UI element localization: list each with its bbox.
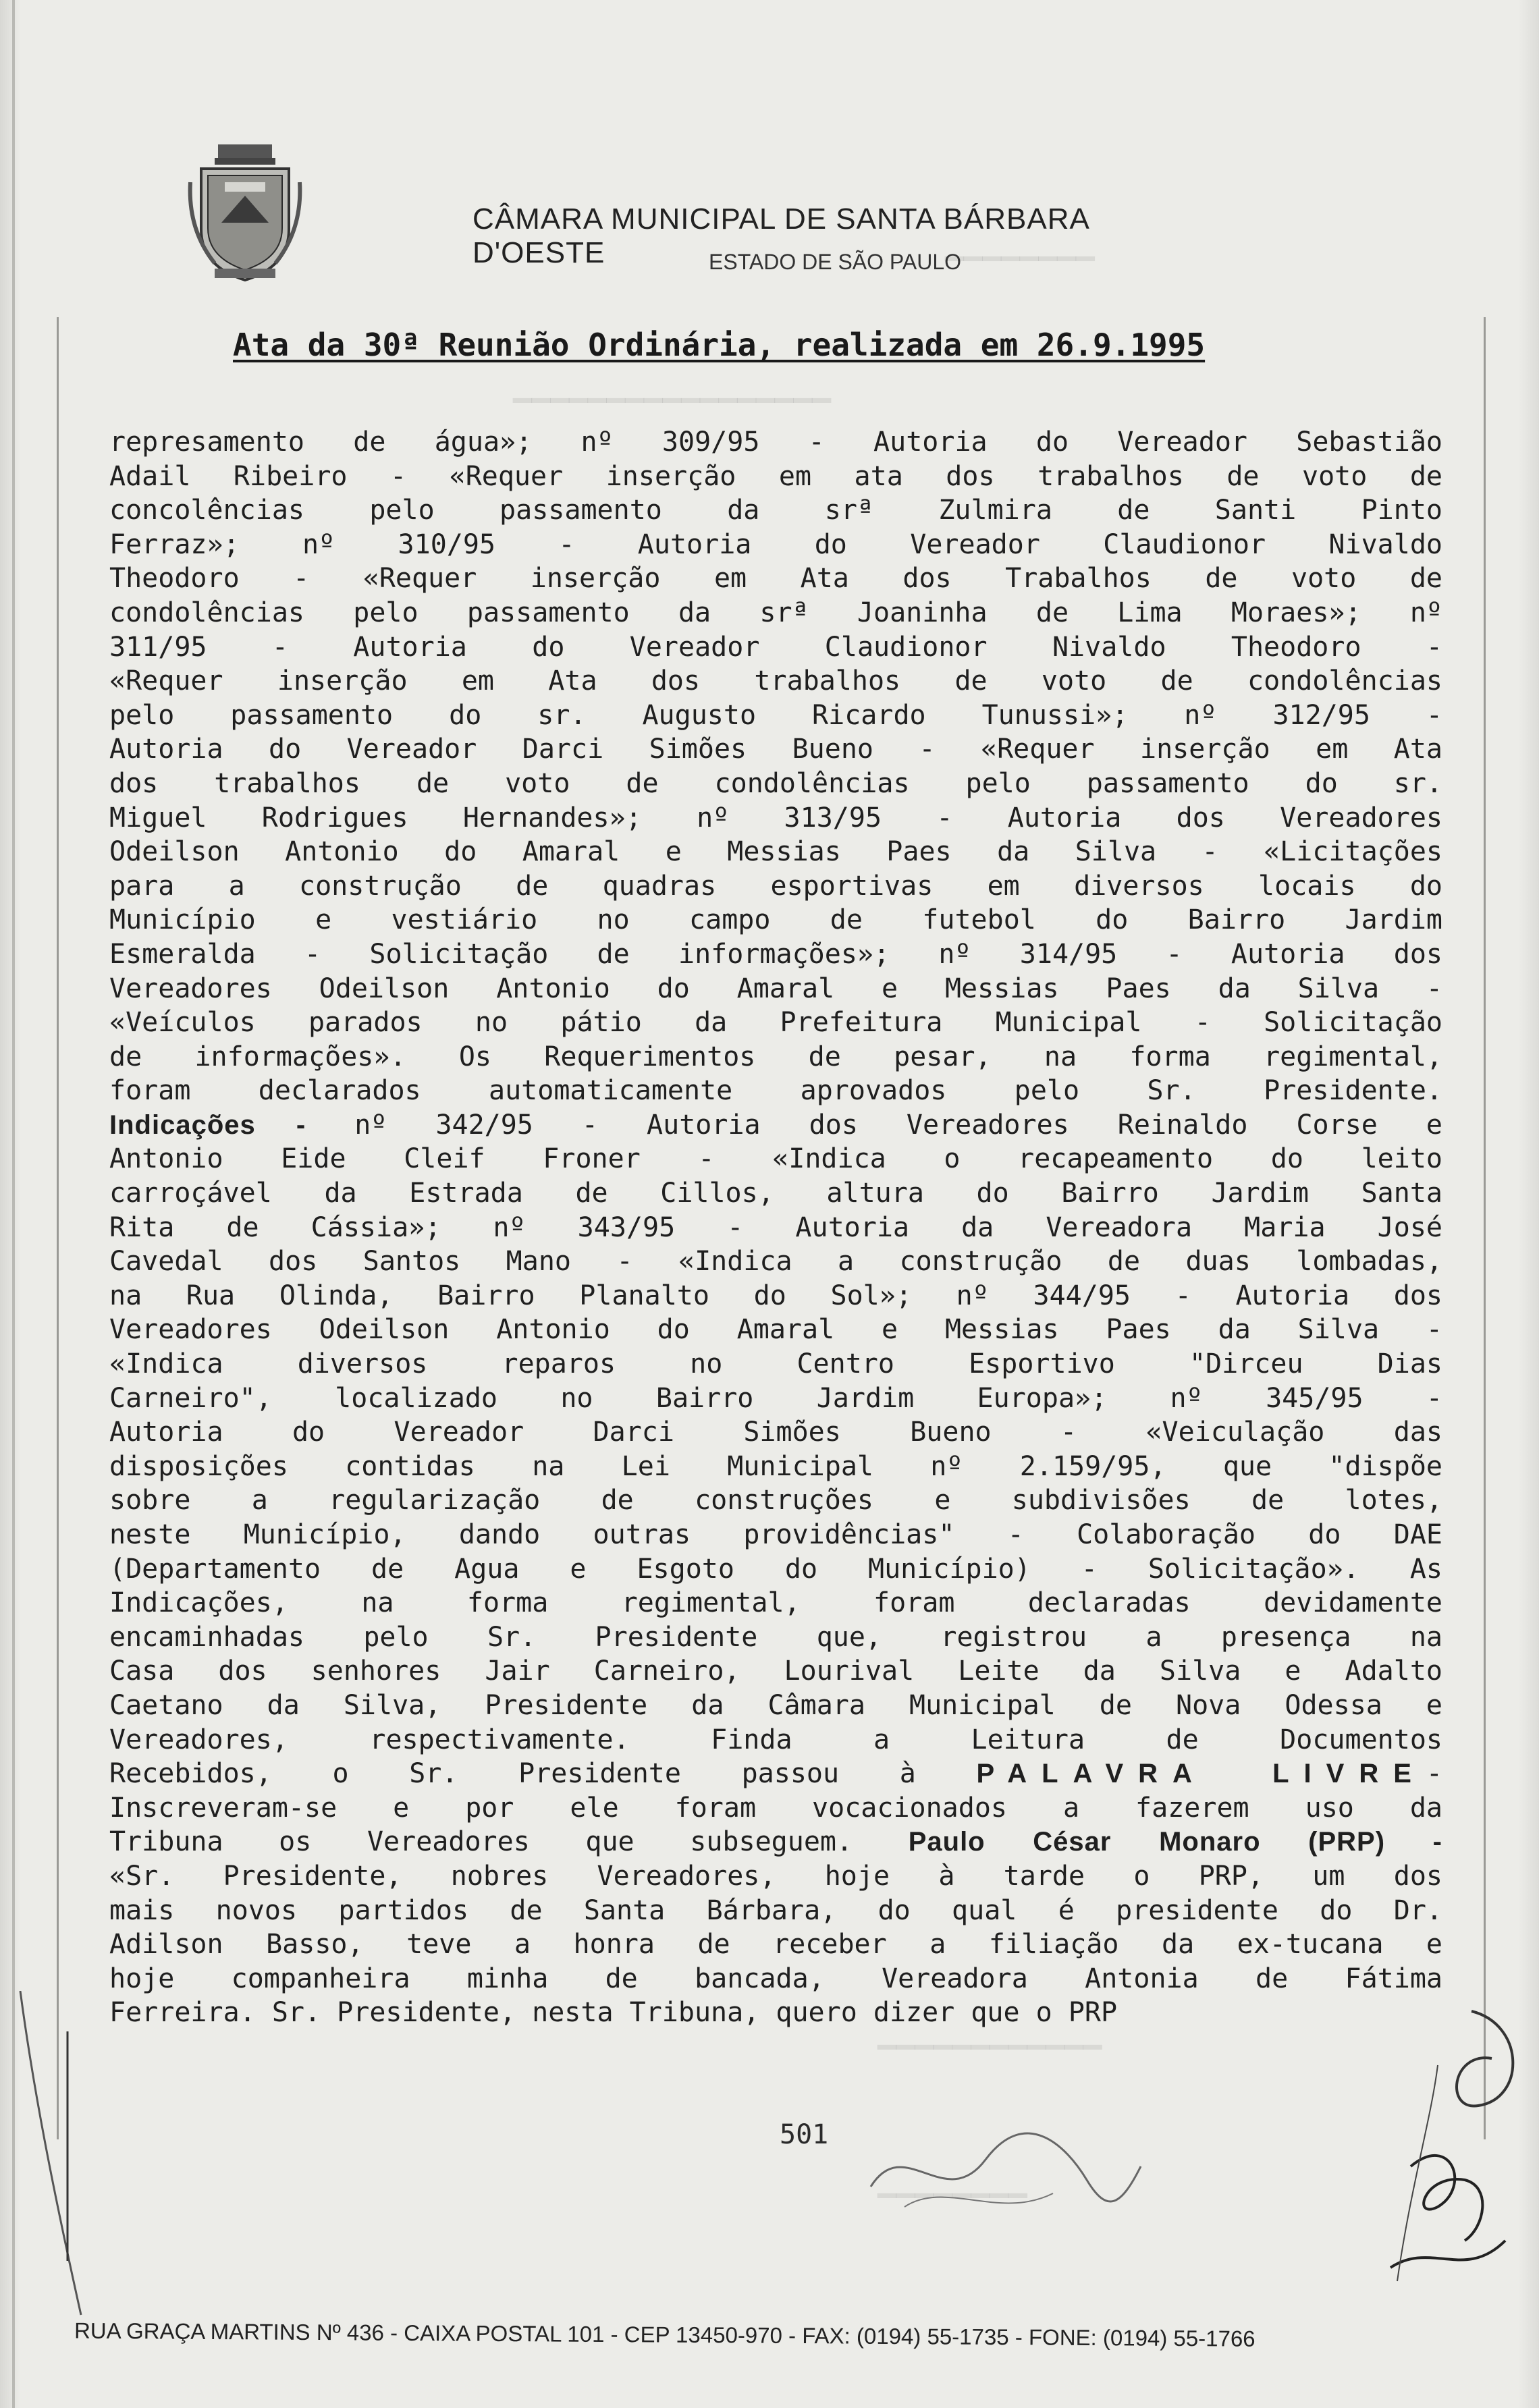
bleed-through-marks: ▔▔▔▔▔▔▔▔ (945, 256, 1095, 293)
text-line: Adilson Basso, teve a honra de receber a filiação da ex-tucana e (109, 1929, 1442, 1961)
text-line: Vereadores, respectivamente. Finda a Leitura de Documentos (109, 1724, 1442, 1755)
text-line: hoje companheira minha de bancada, Vereadora Antonia de Fátima (109, 1963, 1442, 1994)
text-line: foram declarados automaticamente aprovados pelo Sr. Presidente. (109, 1075, 1442, 1107)
document-title: Ata da 30ª Reunião Ordinária, realizada em 26.9.1995 (233, 327, 1206, 363)
text-line: Antonio Eide Cleif Froner - «Indica o recapeamento do leito (109, 1143, 1442, 1175)
text-segment: Tribuna os Vereadores que subseguem. (109, 1826, 853, 1858)
text-line: «Veículos parados no pátio da Prefeitura Municipal - Solicitação (109, 1007, 1442, 1039)
text-line: para a construção de quadras esportivas em diversos locais do (109, 870, 1442, 902)
text-line: Rita de Cássia»; nº 343/95 - Autoria da Vereadora Maria José (109, 1211, 1442, 1243)
handwritten-signature (864, 2106, 1148, 2241)
text-line: de informações». Os Requerimentos de pesar, na forma regimental, (109, 1041, 1442, 1072)
margin-scribble (14, 1991, 94, 2328)
text-line: Carneiro", localizado no Bairro Jardim Europa»; nº 345/95 - (109, 1382, 1442, 1414)
text-line: Autoria do Vereador Darci Simões Bueno - «Veiculação das (109, 1417, 1442, 1448)
text-line: «Indica diversos reparos no Centro Esportivo "Dirceu Dias (109, 1348, 1442, 1380)
text-line: «Sr. Presidente, nobres Vereadores, hoje à tarde o PRP, um dos (109, 1860, 1442, 1892)
organization-state: ESTADO DE SÃO PAULO (709, 250, 962, 274)
text-line: encaminhadas pelo Sr. Presidente que, registrou a presença na (109, 1621, 1442, 1653)
text-segment: Recebidos, o Sr. Presidente passou à (109, 1758, 916, 1790)
text-line: carroçável da Estrada de Cillos, altura do Bairro Jardim Santa (109, 1178, 1442, 1209)
organization-name: CÂMARA MUNICIPAL DE SANTA BÁRBARA D'OESTE (473, 202, 1089, 269)
text-line: Vereadores Odeilson Antonio do Amaral e Messias Paes da Silva - (109, 973, 1442, 1004)
text-line: mais novos partidos de Santa Bárbara, do qual é presidente do Dr. (109, 1894, 1442, 1926)
document-body (109, 425, 1442, 2030)
text-line: 311/95 - Autoria do Vereador Claudionor Nivaldo Theodoro - (109, 631, 1442, 663)
text-line: na Rua Olinda, Bairro Planalto do Sol»; nº 344/95 - Autoria dos (109, 1280, 1442, 1311)
text-line: pelo passamento do sr. Augusto Ricardo Tunussi»; nº 312/95 - (109, 699, 1442, 731)
page-number: 501 (780, 2119, 829, 2150)
text-line: condolências pelo passamento da srª Joaninha de Lima Moraes»; nº (109, 597, 1442, 628)
text-line: «Requer inserção em Ata dos trabalhos de voto de condolências (109, 665, 1442, 697)
indicacoes-label: Indicações - (109, 1110, 306, 1140)
text-line: Casa dos senhores Jair Carneiro, Lourival Leite da Silva e Adalto (109, 1655, 1442, 1687)
bleed-through-marks: ▔▔▔▔▔▔▔▔ (878, 2193, 1027, 2230)
right-margin-rule (1484, 317, 1486, 2139)
text-line: Cavedal dos Santos Mano - «Indica a construção de duas lombadas, (109, 1246, 1442, 1278)
speaker-label: Paulo César Monaro (PRP) - (908, 1827, 1443, 1857)
text-line-palavra-livre (109, 1757, 1442, 1791)
text-line: concolências pelo passamento da srª Zulmira de Santi Pinto (109, 495, 1442, 526)
dash: - (1426, 1758, 1443, 1790)
text-line-speaker (109, 1825, 1442, 1859)
text-line-indicacoes (109, 1108, 1442, 1143)
text-line: Ferreira. Sr. Presidente, nesta Tribuna, quero dizer que o PRP (109, 1997, 1118, 2029)
text-line: neste Município, dando outras providências" - Colaboração do DAE (109, 1519, 1442, 1550)
text-line: Adail Ribeiro - «Requer inserção em ata dos trabalhos de voto de (109, 460, 1442, 492)
text-line: Ferraz»; nº 310/95 - Autoria do Vereador Claudionor Nivaldo (109, 528, 1442, 560)
handwritten-signature (1370, 1984, 1539, 2295)
text-line: Vereadores Odeilson Antonio do Amaral e Messias Paes da Silva - (109, 1314, 1442, 1346)
palavra-livre-label: PALAVRA LIVRE (976, 1759, 1426, 1789)
text-line: Inscreveram-se e por ele foram vocacionados a fazerem uso da (109, 1792, 1442, 1824)
text-line: Esmeralda - Solicitação de informações»; nº 314/95 - Autoria dos (109, 938, 1442, 970)
text-line: dos trabalhos de voto de condolências pelo passamento do sr. (109, 767, 1442, 799)
text-line: Odeilson Antonio do Amaral e Messias Paes da Silva - «Licitações (109, 836, 1442, 868)
text-segment: nº 342/95 - Autoria dos Vereadores Reinaldo Corse e (354, 1109, 1442, 1141)
text-line: sobre a regularização de construções e subdivisões de lotes, (109, 1485, 1442, 1516)
text-line: disposições contidas na Lei Municipal nº 2.159/95, que "dispõe (109, 1450, 1442, 1482)
text-line: represamento de água»; nº 309/95 - Autoria do Vereador Sebastião (109, 427, 1442, 458)
text-line: (Departamento de Agua e Esgoto do Município) - Solicitação». As (109, 1553, 1442, 1585)
text-line: Theodoro - «Requer inserção em Ata dos Trabalhos de voto de (109, 563, 1442, 595)
text-line: Autoria do Vereador Darci Simões Bueno - «Requer inserção em Ata (109, 734, 1442, 765)
left-margin-rule (57, 317, 59, 2139)
text-line: Indicações, na forma regimental, foram declaradas devidamente (109, 1587, 1442, 1619)
text-line: Caetano da Silva, Presidente da Câmara Municipal de Nova Odessa e (109, 1689, 1442, 1721)
text-line: Miguel Rodrigues Hernandes»; nº 313/95 - Autoria dos Vereadores (109, 802, 1442, 833)
municipal-crest-logo (188, 142, 302, 283)
bleed-through-marks: ▔▔▔▔▔▔▔▔▔▔▔▔ (878, 2045, 1102, 2081)
footer-address: RUA GRAÇA MARTINS Nº 436 - CAIXA POSTAL 101 - CEP 13450-970 - FAX: (0194) 55-1735 - FONE: (0194) 55-1766 (74, 2318, 1256, 2351)
bleed-through-marks: ▔▔▔▔▔▔▔▔▔▔▔▔▔▔▔▔▔ (513, 398, 831, 435)
text-line: Município e vestiário no campo de futebol do Bairro Jardim (109, 904, 1442, 936)
